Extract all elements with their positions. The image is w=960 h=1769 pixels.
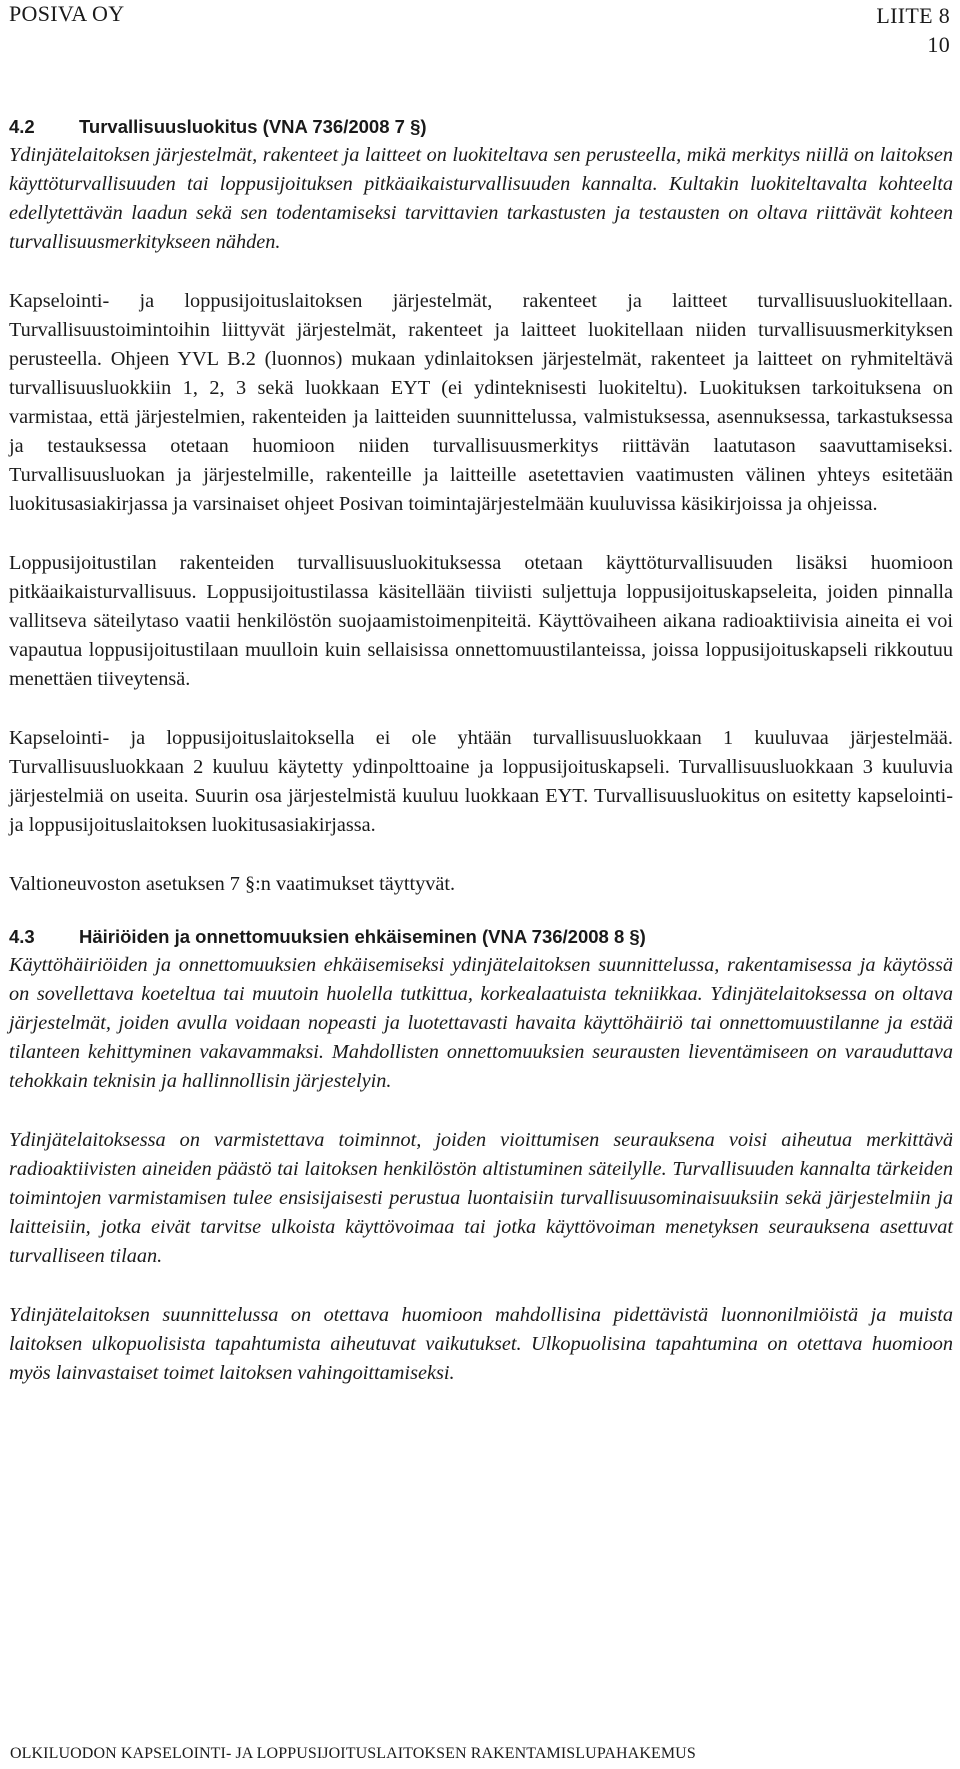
header-page-number: 10 bbox=[927, 32, 950, 57]
body-paragraph: Kapselointi- ja loppusijoituslaitoksen järjestelmät, rakenteet ja laitteet turvallisuusluokitellaan. Turvallisuustoimintoihin liittyvät järjestelmät, rakenteet ja laitteet luokitellaan niiden turvallisuusmerkityksen perusteella. Ohjeen YVL B.2 (luonnos) mukaan ydinlaitoksen järjestelmät, rakenteet ja laitteet on ryhmiteltävä turvallisuusluokkiin 1, 2, 3 sekä luokkaan EYT (ei ydinteknisesti luokiteltu). Luokituksen tarkoituksena on varmistaa, että järjestelmien, rakenteiden ja laitteiden suunnittelussa, valmistuksessa, asennuksessa, tarkastuksessa ja testauksessa otetaan huomioon niiden turvallisuusmerkitys riittävän laatutason saavuttamiseksi. Turvallisuusluokan ja järjestelmille, rakenteille ja laitteille asetettavien vaatimusten välinen yhteys esitetään luokitusasiakirjassa ja varsinaiset ohjeet Posivan toimintajärjestelmään kuuluvissa käsikirjoissa ja ohjeissa. bbox=[9, 290, 953, 515]
regulation-quote: Ydinjätelaitoksen järjestelmät, rakenteet ja laitteet on luokiteltava sen perusteella, mikä merkitys niillä on laitoksen käyttöturvallisuuden tai loppusijoituksen pitkäaikaisturvallisuuden kannalta. Kultakin luokiteltavalta kohteelta edellytettävän laadun sekä sen todentamiseksi tarvittavien tarkastusten ja testausten on oltava riittävät kohteen turvallisuusmerkitykseen nähden. bbox=[9, 144, 953, 253]
header-organization: POSIVA OY bbox=[9, 1, 125, 26]
regulation-quote: Ydinjätelaitoksen suunnittelussa on otettava huomioon mahdollisina pidettävistä luonnonilmiöistä ja muista laitoksen ulkopuolisista tapahtumista aiheutuvat vaikutukset. Ulkopuolisina tapahtumina on otettava huomioon myös lainvastaiset toimet laitoksen vahingoittamiseksi. bbox=[9, 1304, 953, 1384]
body-paragraph: Kapselointi- ja loppusijoituslaitoksella ei ole yhtään turvallisuusluokkaan 1 kuuluvaa järjestelmää. Turvallisuusluokkaan 2 kuuluu käytetty ydinpolttoaine ja loppusijoituskapseli. Turvallisuusluokkaan 3 kuuluvia järjestelmiä on useita. Suurin osa järjestelmistä kuuluu luokkaan EYT. Turvallisuusluokitus on esitetty kapselointi- ja loppusijoituslaitoksen luokitusasiakirjassa. bbox=[9, 727, 953, 836]
section-heading-4-3 bbox=[9, 922, 953, 951]
section-heading-4-2 bbox=[9, 112, 953, 141]
document-body bbox=[9, 112, 953, 1388]
regulation-quote: Ydinjätelaitoksessa on varmistettava toiminnot, joiden vioittumisen seurauksena voisi aiheutua merkittävä radioaktiivisten aineiden päästö tai laitoksen henkilöstön altistuminen säteilylle. Turvallisuuden kannalta tärkeiden toimintojen varmistamisen tulee ensisijaisesti perustua luontaisiin turvallisuusominaisuuksiin sekä järjestelmiin ja laitteisiin, jotka eivät tarvitse ulkoista käyttövoimaa tai jotka käyttövoiman menetyksen seurauksena asettuvat turvalliseen tilaan. bbox=[9, 1129, 953, 1267]
regulation-quote: Käyttöhäiriöiden ja onnettomuuksien ehkäisemiseksi ydinjätelaitoksen suunnittelussa, rakentamisessa ja käytössä on sovellettava koeteltua tai muutoin huolella tutkittua, korkealaatuista tekniikkaa. Ydinjätelaitoksessa on oltava järjestelmät, joiden avulla voidaan nopeasti ja luotettavasti havaita käyttöhäiriö tai onnettomuustilanne ja estää tilanteen kehittyminen vakavammaksi. Mahdollisten onnettomuuksien seurausten lieventämiseen on varauduttava tehokkain teknisin ja hallinnollisin järjestelyin. bbox=[9, 954, 953, 1092]
section-title: Turvallisuusluokitus (VNA 736/2008 7 §) bbox=[79, 116, 427, 137]
body-paragraph: Valtioneuvoston asetuksen 7 §:n vaatimukset täyttyvät. bbox=[9, 873, 456, 895]
page-footer: OLKILUODON KAPSELOINTI- JA LOPPUSIJOITUSLAITOKSEN RAKENTAMISLUPAHAKEMUS bbox=[10, 1745, 696, 1762]
section-number: 4.3 bbox=[9, 926, 35, 947]
header-appendix: LIITE 8 bbox=[876, 3, 950, 28]
section-title: Häiriöiden ja onnettomuuksien ehkäiseminen (VNA 736/2008 8 §) bbox=[79, 926, 646, 947]
body-paragraph: Loppusijoitustilan rakenteiden turvallisuusluokituksessa otetaan käyttöturvallisuuden lisäksi huomioon pitkäaikaisturvallisuus. Loppusijoitustilassa käsitellään tiiviisti suljettuja loppusijoituskapseleita, joiden pinnalla vallitseva säteilytaso vaatii henkilöstön suojaamistoimenpiteitä. Käyttövaiheen aikana radioaktiivisia aineita ei voi vapautua loppusijoitustilaan muulloin kuin sellaisissa onnettomuustilanteissa, joissa loppusijoituskapseli rikkoutuu menettäen tiiveytensä. bbox=[9, 552, 953, 690]
header-appendix-block bbox=[876, 1, 950, 59]
section-number: 4.2 bbox=[9, 116, 35, 137]
